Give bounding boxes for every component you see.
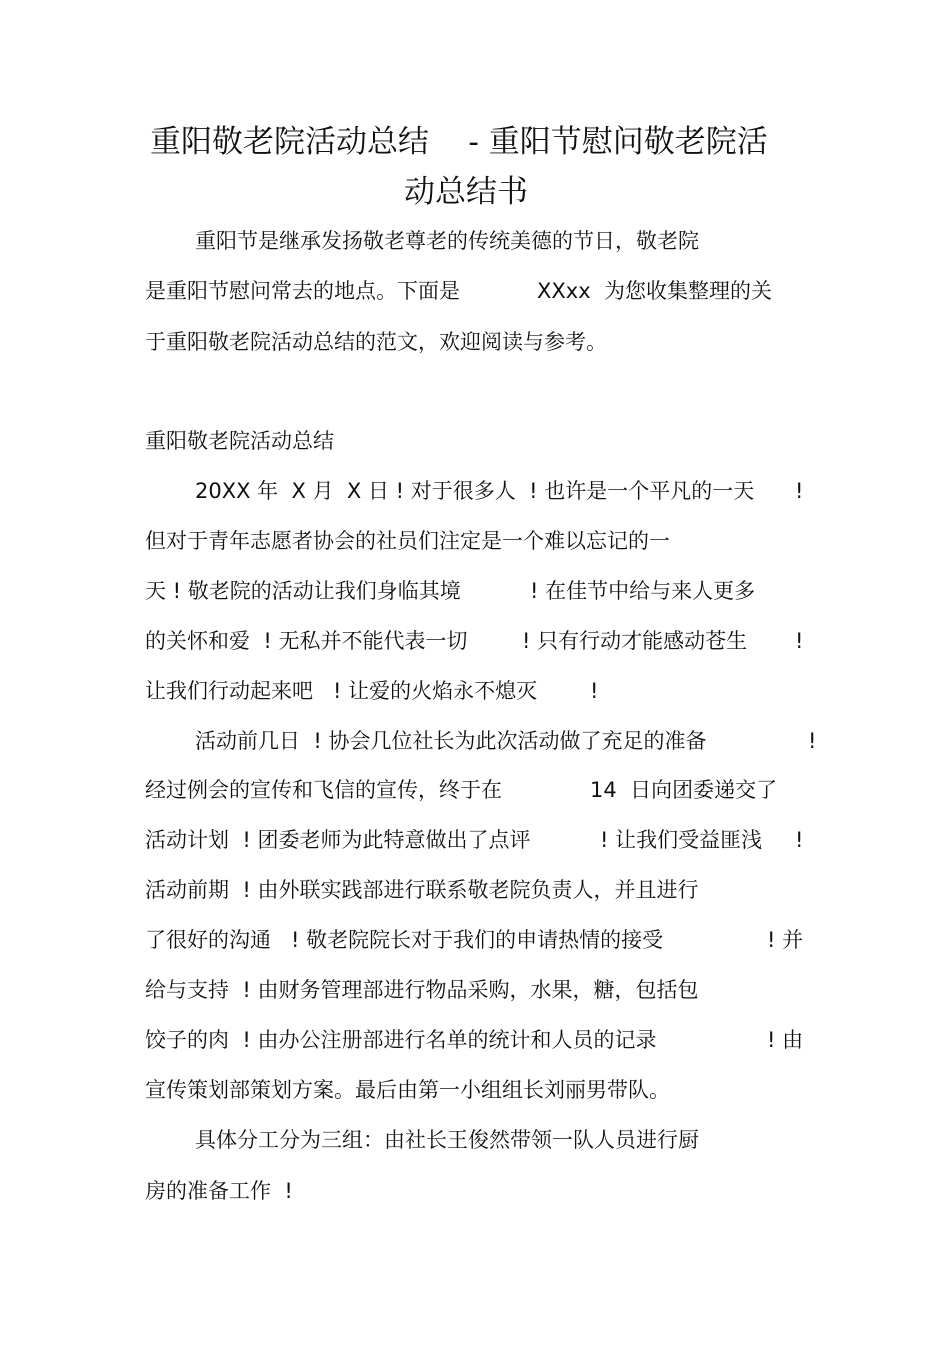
section-heading-text: 重阳敬老院活动总结 bbox=[145, 429, 334, 453]
body-line-14-text: 具体分工分为三组：由社长王俊然带领一队人员进行厨 bbox=[195, 1128, 699, 1152]
body-line-12-text-b: ! 由 bbox=[767, 1028, 804, 1052]
body-line-3-text-a: 天 ! 敬老院的活动让我们身临其境 bbox=[145, 579, 461, 603]
body-line-7-text-b: 14 日向团委递交了 bbox=[590, 778, 778, 802]
body-line-7-text-a: 经过例会的宣传和飞信的宣传，终于在 bbox=[145, 778, 502, 802]
intro-line-3-text: 于重阳敬老院活动总结的范文，欢迎阅读与参考。 bbox=[145, 330, 607, 354]
body-line-1-text-b: ! bbox=[795, 479, 804, 503]
body-line-10-text-a: 了很好的沟通 ! 敬老院院长对于我们的申请热情的接受 bbox=[145, 928, 664, 952]
body-line-4-text-b: ! 只有行动才能感动苍生 bbox=[522, 629, 748, 653]
body-line-2-text: 但对于青年志愿者协会的社员们注定是一个难以忘记的一 bbox=[145, 529, 670, 553]
body-line-11-text: 给与支持 ! 由财务管理部进行物品采购，水果，糖，包括包 bbox=[145, 978, 699, 1002]
body-line-5-text-b: ! bbox=[590, 679, 599, 703]
document-title-line-1: 重阳敬老院活动总结 - 重阳节慰问敬老院活 bbox=[150, 124, 768, 160]
body-line-8-text-b: ! 让我们受益匪浅 bbox=[600, 828, 763, 852]
body-line-3-text-b: ! 在佳节中给与来人更多 bbox=[530, 579, 756, 603]
body-line-6-text-a: 活动前几日 ! 协会几位社长为此次活动做了充足的准备 bbox=[195, 729, 707, 753]
body-line-12-text-a: 饺子的肉 ! 由办公注册部进行名单的统计和人员的记录 bbox=[145, 1028, 657, 1052]
body-line-1-text-a: 20XX 年 X 月 X 日 ! 对于很多人 ! 也许是一个平凡的一天 bbox=[195, 479, 755, 503]
document-title-line-2: 动总结书 bbox=[404, 174, 528, 210]
body-line-5-text-a: 让我们行动起来吧 ! 让爱的火焰永不熄灭 bbox=[145, 679, 538, 703]
intro-line-3 bbox=[0, 327, 607, 417]
body-line-13-text: 宣传策划部策划方案。最后由第一小组组长刘丽男带队。 bbox=[145, 1078, 670, 1102]
body-line-8-text-c: ! bbox=[795, 828, 804, 852]
body-line-4-text-c: ! bbox=[795, 629, 804, 653]
body-line-10-text-b: ! 并 bbox=[767, 928, 804, 952]
body-line-15-text: 房的准备工作 ! bbox=[145, 1179, 293, 1203]
intro-line-2-text-a: 是重阳节慰问常去的地点。下面是 bbox=[145, 279, 460, 303]
intro-line-1-text: 重阳节是继承发扬敬老尊老的传统美德的节日，敬老院 bbox=[195, 229, 699, 253]
body-line-4-text-a: 的关怀和爱 ! 无私并不能代表一切 bbox=[145, 629, 468, 653]
body-line-8-text-a: 活动计划 ! 团委老师为此特意做出了点评 bbox=[145, 828, 531, 852]
body-line-9-text: 活动前期 ! 由外联实践部进行联系敬老院负责人，并且进行 bbox=[145, 878, 699, 902]
intro-line-2-text-b: XXxx 为您收集整理的关 bbox=[537, 279, 772, 303]
body-line-6-text-b: ! bbox=[808, 729, 817, 753]
body-line-15 bbox=[0, 1176, 293, 1266]
